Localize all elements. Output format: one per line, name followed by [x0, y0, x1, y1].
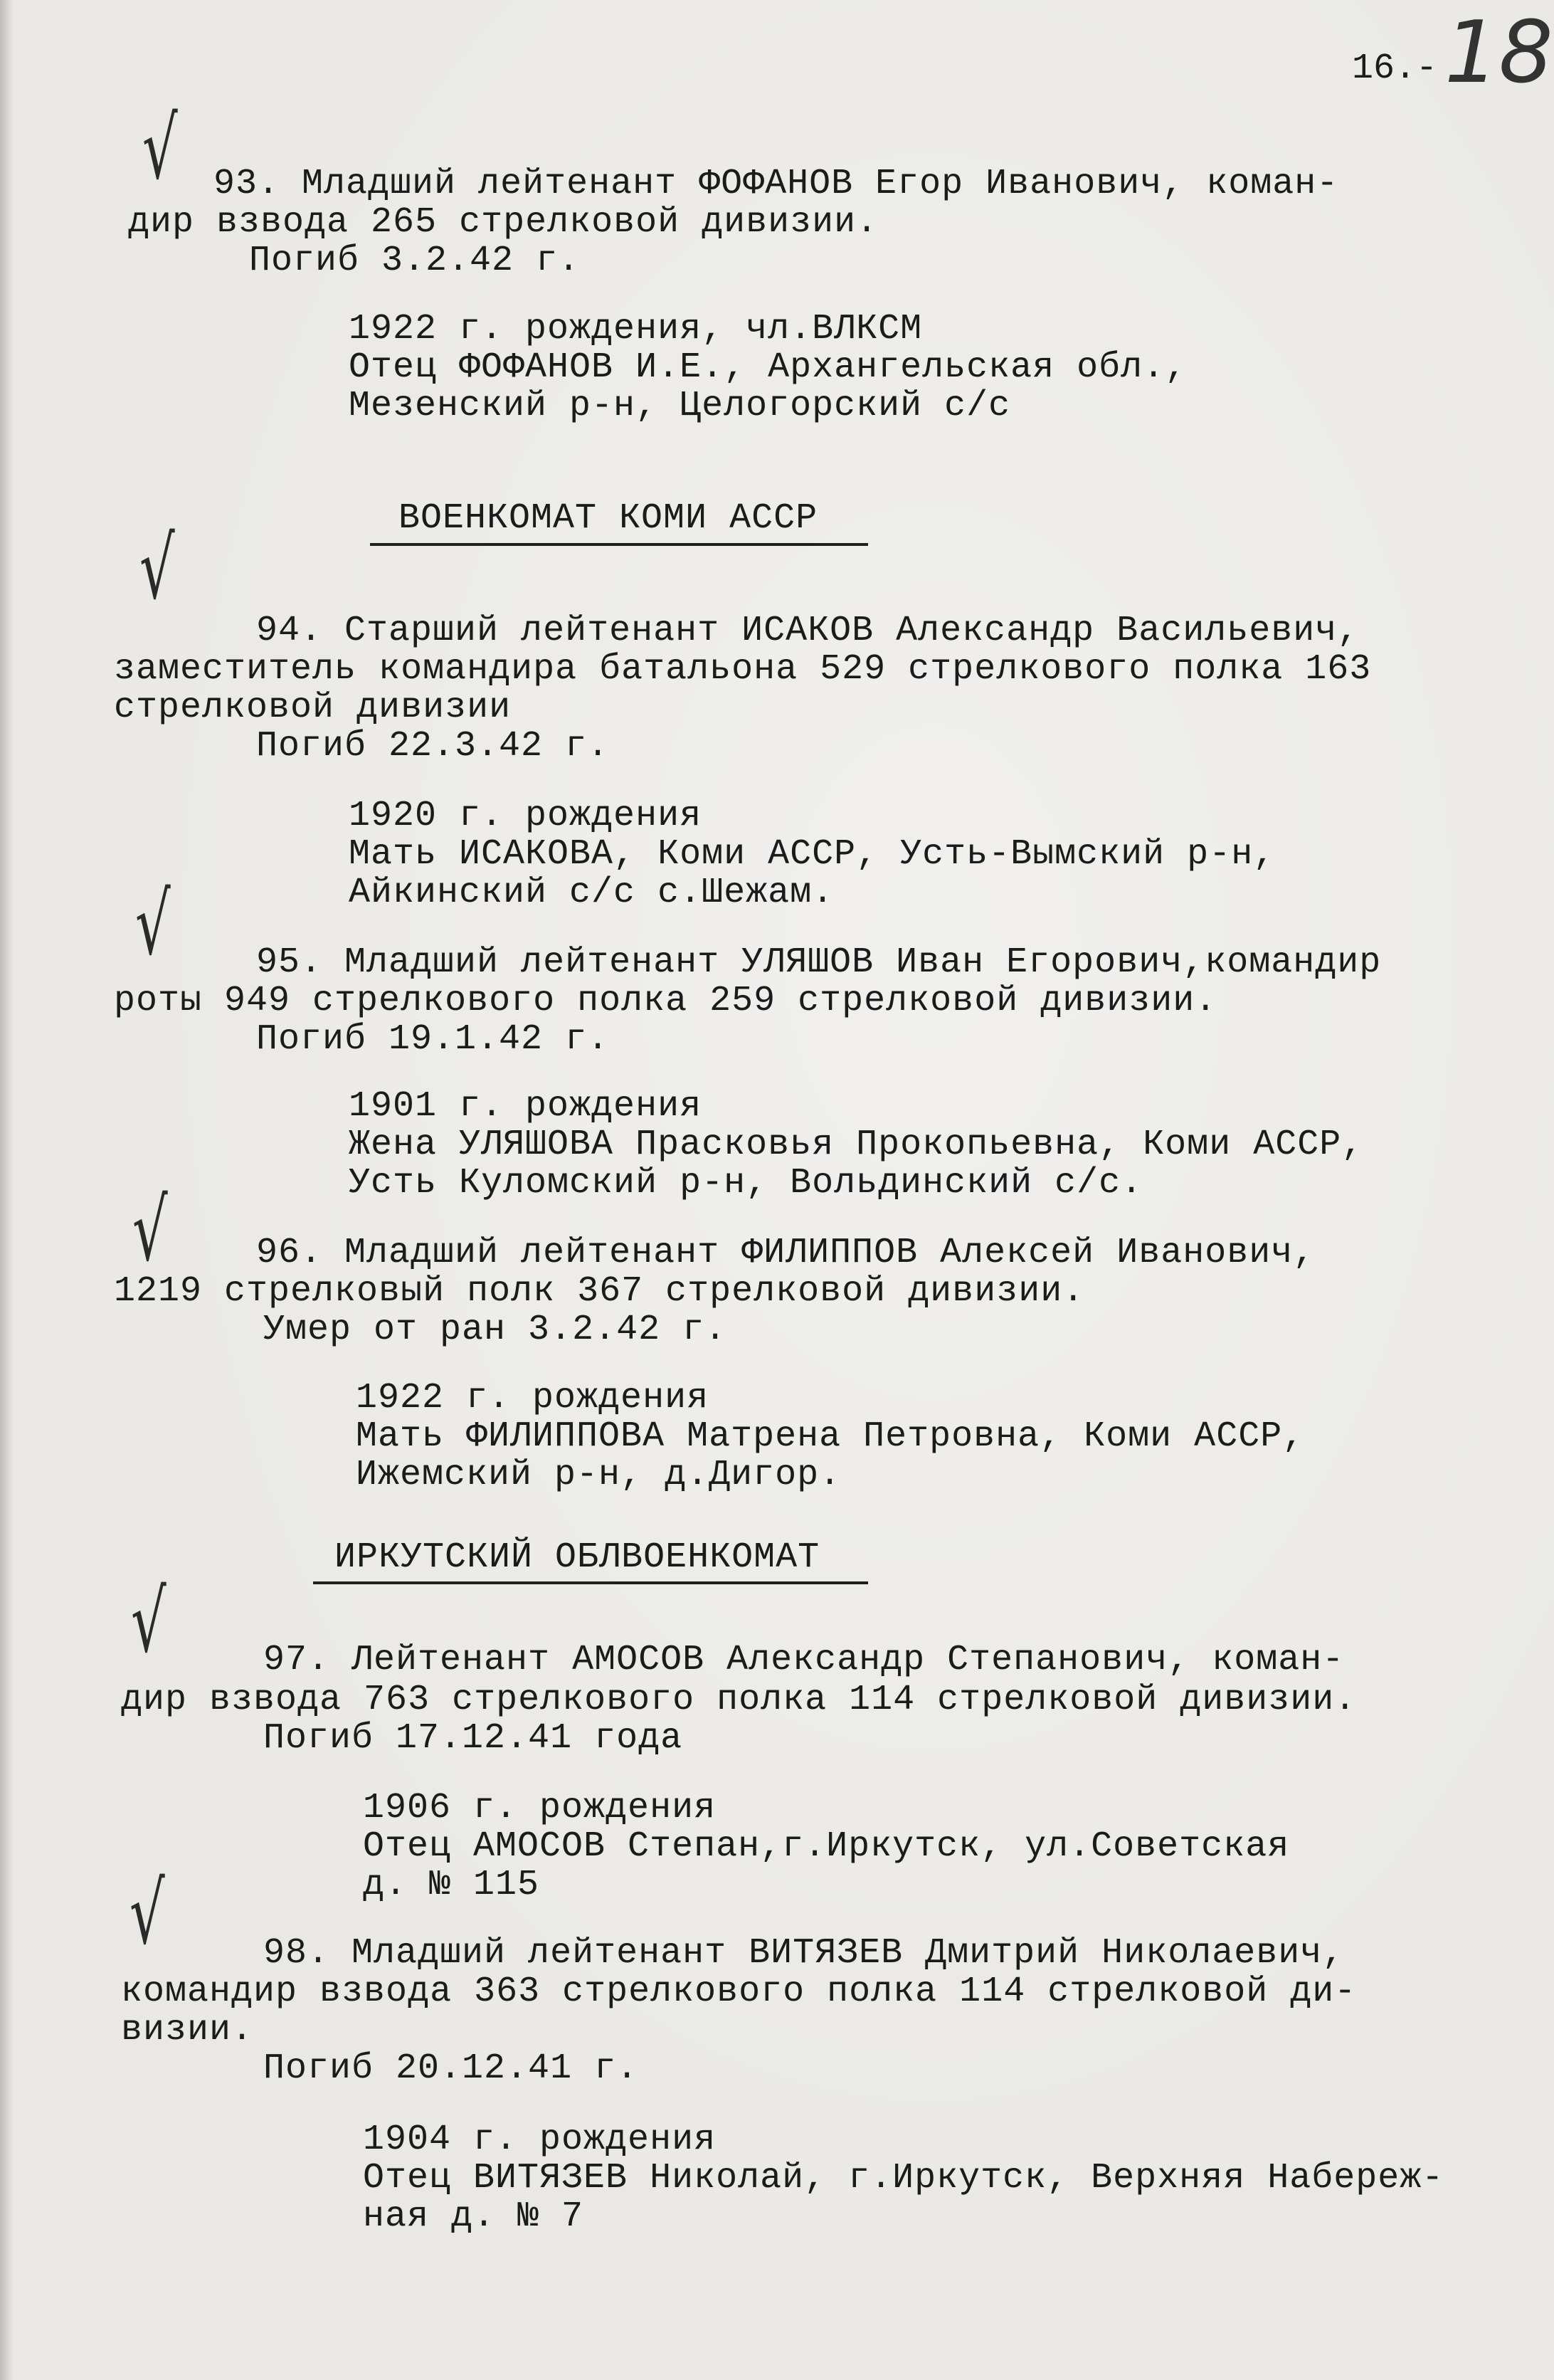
section-heading-irkutsk: ИРКУТСКИЙ ОБЛВОЕНКОМАТ: [334, 1537, 820, 1578]
entry-95-line-2: роты 949 стрелкового полка 259 стрелковой дивизии.: [114, 981, 1217, 1021]
check-mark-94: √: [139, 520, 175, 618]
entry-94-line-2: заместитель командира батальона 529 стрелкового полка 163: [114, 649, 1372, 690]
heading-underline-irkutsk: [313, 1581, 868, 1584]
check-mark-95: √: [135, 875, 171, 974]
entry-95-birth: 1901 г. рождения: [349, 1086, 702, 1127]
entry-93-line-1: 93. Младший лейтенант ФОФАНОВ Егор Иванович, коман-: [213, 164, 1339, 204]
entry-97-address: д. № 115: [363, 1865, 540, 1905]
entry-93-relative: Отец ФОФАНОВ И.Е., Архангельская обл.,: [349, 347, 1188, 388]
entry-96-relative: Мать ФИЛИППОВА Матрена Петровна, Коми АССР,: [356, 1416, 1305, 1457]
entry-93-address: Мезенский р-н, Целогорский с/с: [349, 386, 1011, 426]
entry-98-death: Погиб 20.12.41 г.: [263, 2048, 639, 2089]
entry-95-address: Усть Куломский р-н, Вольдинский с/с.: [349, 1163, 1143, 1204]
entry-97-relative: Отец АМОСОВ Степан,г.Иркутск, ул.Советская: [363, 1826, 1290, 1867]
entry-96-birth: 1922 г. рождения: [356, 1378, 709, 1418]
entry-95-death: Погиб 19.1.42 г.: [256, 1019, 610, 1060]
entry-96-line-2: 1219 стрелковый полк 367 стрелковой дивизии.: [114, 1271, 1085, 1312]
entry-95-relative: Жена УЛЯШОВА Прасковья Прокопьевна, Коми АССР,: [349, 1125, 1364, 1165]
entry-94-line-1: 94. Старший лейтенант ИСАКОВ Александр Васильевич,: [256, 611, 1360, 651]
entry-98-relative: Отец ВИТЯЗЕВ Николай, г.Иркутск, Верхняя Набереж-: [363, 2158, 1444, 2199]
entry-98-address: ная д. № 7: [363, 2196, 584, 2237]
entry-94-death: Погиб 22.3.42 г.: [256, 726, 610, 767]
entry-97-death: Погиб 17.12.41 года: [263, 1718, 683, 1759]
check-mark-93: √: [142, 100, 178, 199]
entry-94-relative: Мать ИСАКОВА, Коми АССР, Усть-Вымский р-н,: [349, 834, 1276, 875]
entry-94-address: Айкинский с/с с.Шежам.: [349, 873, 835, 913]
page-number: 16.-: [1352, 48, 1438, 89]
entry-96-death: Умер от ран 3.2.42 г.: [263, 1310, 727, 1350]
entry-98-line-1: 98. Младший лейтенант ВИТЯЗЕВ Дмитрий Николаевич,: [263, 1933, 1345, 1974]
handwritten-folio-number: 18: [1444, 4, 1553, 102]
entry-93-birth: 1922 г. рождения, чл.ВЛКСМ: [349, 309, 923, 349]
entry-97-birth: 1906 г. рождения: [363, 1788, 717, 1828]
section-heading-komi: ВОЕНКОМАТ КОМИ АССР: [398, 498, 818, 539]
entry-93-line-2: дир взвода 265 стрелковой дивизии.: [128, 202, 879, 243]
check-mark-98: √: [130, 1865, 165, 1964]
page-binding-shadow: [0, 0, 13, 2380]
entry-98-birth: 1904 г. рождения: [363, 2120, 717, 2160]
entry-95-line-1: 95. Младший лейтенант УЛЯШОВ Иван Егорович,командир: [256, 942, 1382, 983]
entry-96-address: Ижемский р-н, д.Дигор.: [356, 1455, 842, 1495]
entry-98-line-3: визии.: [121, 2010, 254, 2050]
entry-94-birth: 1920 г. рождения: [349, 796, 702, 836]
entry-96-line-1: 96. Младший лейтенант ФИЛИППОВ Алексей Иванович,: [256, 1233, 1316, 1273]
check-mark-96: √: [132, 1181, 168, 1280]
check-mark-97: √: [131, 1573, 166, 1672]
entry-94-line-3: стрелковой дивизии: [114, 688, 512, 728]
entry-98-line-2: командир взвода 363 стрелкового полка 114 стрелковой ди-: [121, 1971, 1357, 2012]
entry-97-line-1: 97. Лейтенант АМОСОВ Александр Степанович, коман-: [263, 1640, 1345, 1680]
entry-97-line-2: дир взвода 763 стрелкового полка 114 стрелковой дивизии.: [121, 1680, 1357, 1720]
heading-underline-komi: [370, 543, 868, 546]
entry-93-death: Погиб 3.2.42 г.: [249, 241, 581, 281]
